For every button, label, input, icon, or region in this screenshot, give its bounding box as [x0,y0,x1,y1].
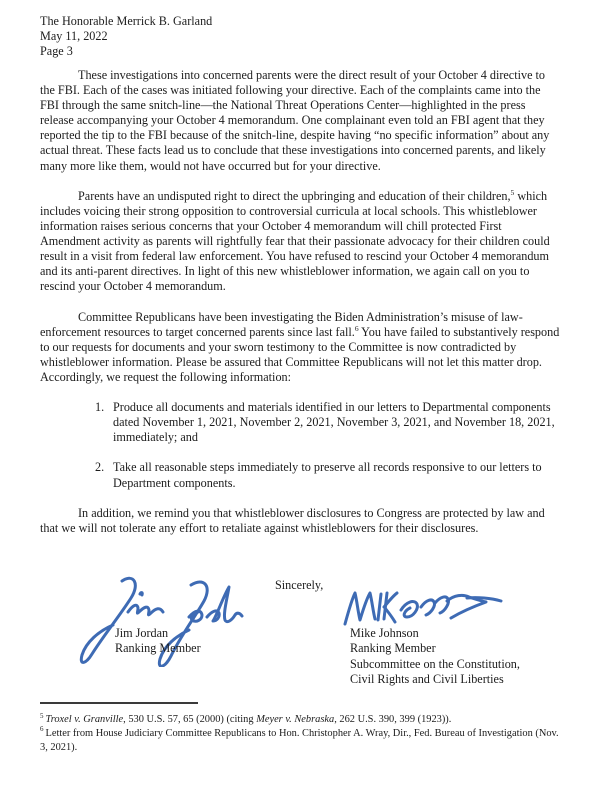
footnote-ref-5: 5 [510,187,515,197]
page-number-line: Page 3 [40,44,73,59]
item-number: 1. [95,400,105,415]
closing-block [40,571,560,703]
list-item [95,400,560,445]
footnote-text: Letter from House Judiciary Committee Republicans to Hon. Christopher A. Wray, Dir., Fed. Bureau of Investigation (Nov. 3, 2021). [40,727,559,753]
signer-title: Ranking Member [350,641,436,656]
footnote-case-name: Troxel v. Granville [45,714,124,725]
signer-name: Mike Johnson [350,626,419,640]
signer-title: Ranking Member [115,641,201,656]
paragraph-text: which includes voicing their strong opposition to controversial curricula at local schools. This whistleblower information raises serious concerns that your October 4 memorandum will chill protected First Amendment activity as parents will rightfully fear that their passionate advocacy for their children could result in a visit from federal law enforcement. You have refused to rescind your October 4 memorandum and its anti-parent directives. In light of this new whistleblower information, we again call on you to rescind your October 4 memorandum. [40,188,550,294]
signer-mike-johnson [350,626,520,688]
footnote-6 [40,727,560,755]
paragraph-text: Committee Republicans have been investigating the Biden Administration’s misuse of law-enforcement resources to target concerned parents since last fall. [40,309,523,339]
footnote-marker: 6 [40,725,44,734]
footnote-ref-6: 6 [354,323,359,333]
list-item [95,460,560,490]
signer-name: Jim Jordan [115,626,169,640]
letter-header [40,14,440,59]
paragraph-investigations [40,68,560,174]
paragraph-text: Parents have an undisputed right to direct the upbringing and education of their children, [78,188,511,203]
paragraph-committee [40,310,560,385]
item-number: 2. [95,460,105,475]
letter-body [40,68,560,551]
footnote-marker: 5 [40,711,44,720]
footnotes-block [40,702,560,754]
paragraph-text: You have failed to substantively respond to our requests for documents and your sworn testimony to the Committee is now contradicted by whistleblower information. Please be assured that Committee Republicans will not let this matter drop. Accordingly, we request the following information: [40,324,560,384]
footnote-case-name: Meyer v. Nebraska [256,714,335,725]
signer-title: Subcommittee on the Constitution, [350,656,520,671]
mike-johnson-signature [340,589,506,629]
footnote-separator [40,702,198,704]
paragraph-parents-rights [40,189,560,295]
item-text: Produce all documents and materials identified in our letters to Departmental components dated November 1, 2021, November 2, 2021, November 3, 2021, and November 18, 2021, immediately; and [113,400,555,445]
footnote-5 [40,713,560,727]
footnote-text: , 530 U.S. 57, 65 (2000) (citing [123,714,257,725]
signer-jim-jordan [115,626,201,657]
valediction: Sincerely, [275,578,324,592]
recipient-line: The Honorable Merrick B. Garland [40,14,213,28]
signer-title: Civil Rights and Civil Liberties [350,672,504,687]
date-line: May 11, 2022 [40,29,108,44]
paragraph-whistleblower-protection [40,506,560,536]
item-text: Take all reasonable steps immediately to preserve all records responsive to our letters to Department components. [113,460,542,490]
footnote-text: , 262 U.S. 390, 399 (1923)). [334,714,452,725]
requests-list [95,400,560,491]
paragraph-text: These investigations into concerned parents were the direct result of your October 4 directive to the FBI. Each of the cases was initiated following your directive. Each of the complaints came into the FBI through the same snitch-line—the National Threat Operations Center—highlighted in the press release accompanying your October 4 memorandum. One complainant even told an FBI agent that they reported the tip to the FBI because of the snitch-line, despite having “no specific information” about any actual threat. These facts lead us to conclude that these investigations into concerned parents, and likely many more like them, would not have occurred but for your directive. [40,68,550,173]
paragraph-text: In addition, we remind you that whistleblower disclosures to Congress are protected by law and that we will not tolerate any effort to retaliate against whistleblowers for their disclosures. [40,505,545,535]
